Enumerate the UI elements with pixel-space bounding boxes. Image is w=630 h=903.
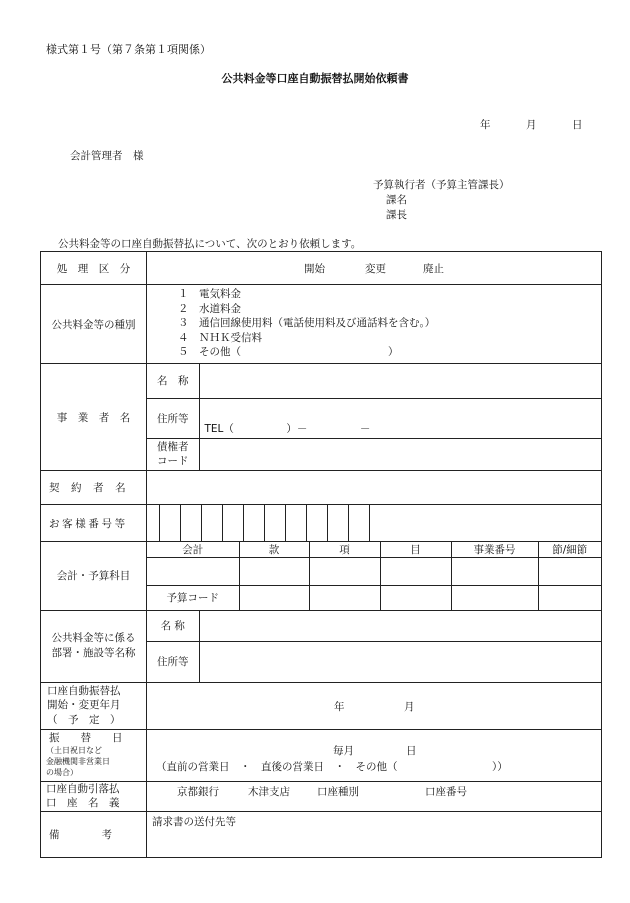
department-address-label: 住所等 — [147, 642, 199, 682]
creditor-code-field[interactable] — [199, 438, 601, 470]
customer-no-digit[interactable] — [159, 505, 180, 541]
option-start[interactable]: 開始 — [304, 263, 325, 275]
customer-no-label: お客様番号等 — [41, 505, 147, 542]
account-type-label: 口座種別 — [317, 785, 359, 798]
start-year-label: 年 — [334, 700, 345, 713]
account-label: 口座自動引落払 口 座 名 義 — [41, 781, 147, 811]
accounting-header: 項 — [309, 542, 380, 558]
business-address-field[interactable] — [199, 398, 601, 438]
type-item[interactable]: ４ ＮＨＫ受信料 — [178, 331, 262, 344]
row-business — [41, 364, 602, 471]
customer-no-digit[interactable] — [147, 505, 159, 541]
form-number: 様式第１号（第７条第１項関係） — [46, 43, 211, 56]
business-name-field[interactable] — [199, 364, 601, 398]
department-address-field[interactable] — [199, 642, 601, 682]
option-change[interactable]: 変更 — [365, 263, 386, 275]
row-department — [41, 610, 602, 682]
requester-title: 予算執行者（予算主管課長） — [373, 179, 510, 191]
remarks-content: 請求書の送付先等 — [152, 815, 236, 828]
budget-code-cell[interactable] — [538, 586, 601, 610]
transfer-date-field[interactable] — [147, 729, 602, 781]
transfer-monthly: 毎月 — [333, 744, 354, 757]
date-day: 日 — [572, 119, 583, 131]
account-field[interactable] — [147, 781, 602, 811]
customer-no-digit[interactable] — [180, 505, 201, 541]
account-number-label: 口座番号 — [425, 785, 467, 798]
accounting-cell[interactable] — [451, 558, 538, 586]
transfer-day: 日 — [406, 744, 417, 757]
remarks-field[interactable] — [147, 811, 602, 857]
budget-code-cell[interactable] — [239, 586, 309, 610]
processing-options[interactable] — [147, 252, 602, 285]
customer-no-digit[interactable] — [348, 505, 369, 541]
account-branch: 木津支店 — [248, 785, 290, 798]
date-month: 月 — [526, 119, 537, 131]
page-title: 公共料金等口座自動振替払開始依頼書 — [221, 72, 409, 85]
row-remarks — [41, 811, 602, 857]
type-item[interactable]: ３ 通信回線使用料（電話使用料及び通話料を含む。） — [178, 317, 436, 330]
accounting-cell[interactable] — [147, 558, 239, 586]
customer-no-digit[interactable] — [222, 505, 243, 541]
remarks-label: 備 考 — [41, 811, 147, 857]
types-list[interactable] — [147, 285, 602, 364]
accounting-header: 目 — [380, 542, 451, 558]
type-item[interactable]: ５ その他（ ） — [178, 346, 399, 359]
type-item[interactable]: １ 電気料金 — [178, 288, 241, 300]
customer-no-digit[interactable] — [201, 505, 222, 541]
row-contract — [41, 471, 602, 505]
business-label: 事 業 者 名 — [41, 364, 147, 471]
customer-no-digit[interactable] — [327, 505, 348, 541]
start-month-label: 月 — [404, 700, 415, 713]
row-transfer-date — [41, 729, 602, 781]
department-name-field[interactable] — [199, 611, 601, 642]
contract-field[interactable] — [147, 471, 602, 505]
budget-code-cell[interactable] — [380, 586, 451, 610]
budget-code-cell[interactable] — [451, 586, 538, 610]
addressee: 会計管理者 様 — [70, 150, 144, 162]
department-label: 公共料金等に係る 部署・施設等名称 — [41, 610, 147, 682]
customer-no-digit[interactable] — [369, 505, 601, 541]
customer-no-digit[interactable] — [285, 505, 306, 541]
requester-chief: 課長 — [386, 209, 407, 221]
row-start-date — [41, 682, 602, 729]
customer-no-digit[interactable] — [306, 505, 327, 541]
row-customer-no — [41, 505, 602, 542]
budget-code-label: 予算コード — [147, 586, 239, 610]
row-account — [41, 781, 602, 811]
row-processing — [41, 252, 602, 285]
requester-section: 課名 — [386, 194, 407, 206]
business-name-label: 名 称 — [147, 364, 199, 398]
department-name-label: 名 称 — [147, 611, 199, 642]
budget-code-cell[interactable] — [309, 586, 380, 610]
accounting-header: 会計 — [147, 542, 239, 558]
transfer-date-label: 振 替 日 （土日祝日など 金融機関非営業日 の場合） — [41, 729, 147, 781]
accounting-header: 事業番号 — [451, 542, 538, 558]
start-date-label: 口座自動振替払 開始・変更年月 （ 予 定 ） — [41, 682, 147, 729]
contract-label: 契 約 者 名 — [41, 471, 147, 505]
business-tel: TEL（ ）－ － — [204, 422, 371, 435]
processing-label: 処 理 区 分 — [41, 252, 147, 285]
date-year: 年 — [480, 119, 491, 131]
transfer-options[interactable]: （直前の営業日 ・ 直後の営業日 ・ その他（ ）） — [156, 760, 508, 773]
row-accounting — [41, 542, 602, 611]
accounting-header: 節/細節 — [538, 542, 601, 558]
accounting-cell[interactable] — [380, 558, 451, 586]
customer-no-digit[interactable] — [243, 505, 264, 541]
accounting-label: 会計・予算科目 — [41, 542, 147, 611]
type-item[interactable]: ２ 水道料金 — [178, 302, 241, 315]
accounting-cell[interactable] — [309, 558, 380, 586]
types-label: 公共料金等の種別 — [41, 285, 147, 364]
option-abolish[interactable]: 廃止 — [423, 263, 444, 275]
customer-no-digit[interactable] — [264, 505, 285, 541]
start-date-field[interactable] — [147, 682, 602, 729]
row-types — [41, 285, 602, 364]
customer-no-boxes[interactable] — [147, 505, 601, 541]
request-form-table — [40, 251, 602, 858]
business-address-label: 住所等 — [147, 398, 199, 438]
accounting-cell[interactable] — [538, 558, 601, 586]
account-bank: 京都銀行 — [177, 785, 219, 798]
intro-text: 公共料金等の口座自動振替払について、次のとおり依頼します。 — [58, 238, 362, 250]
accounting-header: 款 — [239, 542, 309, 558]
accounting-cell[interactable] — [239, 558, 309, 586]
creditor-code-label: 債権者 コード — [147, 438, 199, 470]
